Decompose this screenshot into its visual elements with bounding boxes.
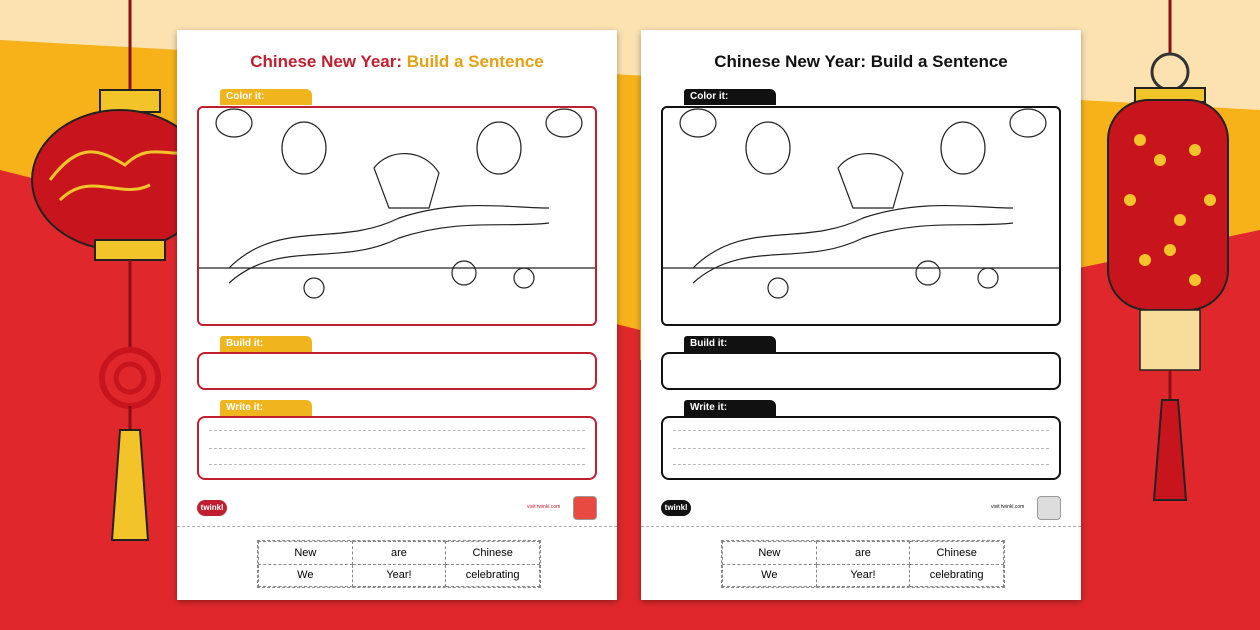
word-card[interactable]: are [816, 542, 910, 565]
twinkl-logo: twinkl [661, 500, 691, 516]
color-it-tab: Color it: [220, 89, 312, 105]
build-it-tab: Build it: [220, 336, 312, 352]
word-card[interactable]: Chinese [446, 542, 540, 565]
build-it-box[interactable] [661, 352, 1061, 390]
build-it-tab: Build it: [684, 336, 776, 352]
word-card[interactable]: We [259, 564, 353, 587]
word-card[interactable]: New [259, 542, 353, 565]
word-card[interactable]: New [723, 542, 817, 565]
write-it-tab: Write it: [220, 400, 312, 416]
write-it-tab: Write it: [684, 400, 776, 416]
red-lantern-icon [30, 0, 180, 560]
footer-url: visit twinkl.com [527, 504, 561, 510]
build-it-box[interactable] [197, 352, 597, 390]
word-card[interactable]: Year! [352, 564, 446, 587]
title-part2: Build a Sentence [870, 52, 1008, 71]
write-it-box[interactable] [661, 416, 1061, 480]
word-card[interactable]: Year! [816, 564, 910, 587]
worksheet-title [177, 52, 617, 72]
title-part2: Build a Sentence [406, 52, 544, 71]
dragon-dance-illustration [661, 106, 1061, 326]
twinkl-logo: twinkl [197, 500, 227, 516]
word-card[interactable]: celebrating [910, 564, 1004, 587]
worksheet-color [177, 30, 617, 600]
worksheet-title [641, 52, 1081, 72]
footer-url: visit twinkl.com [991, 504, 1025, 510]
word-card[interactable]: are [352, 542, 446, 565]
chinese-knot-icon [102, 350, 158, 406]
write-it-box[interactable] [197, 416, 597, 480]
red-lantern-icon [1100, 0, 1230, 510]
color-it-tab: Color it: [684, 89, 776, 105]
word-card[interactable]: Chinese [910, 542, 1004, 565]
cut-line [641, 526, 1081, 527]
word-card[interactable]: We [723, 564, 817, 587]
badge-icon [1037, 496, 1061, 520]
word-cards [257, 540, 541, 588]
title-part1: Chinese New Year: [250, 52, 403, 71]
word-cards [721, 540, 1005, 588]
word-card[interactable]: celebrating [446, 564, 540, 587]
cut-line [177, 526, 617, 527]
dragon-dance-illustration [197, 106, 597, 326]
worksheet-bw [641, 30, 1081, 600]
badge-icon [573, 496, 597, 520]
title-part1: Chinese New Year: [714, 52, 867, 71]
